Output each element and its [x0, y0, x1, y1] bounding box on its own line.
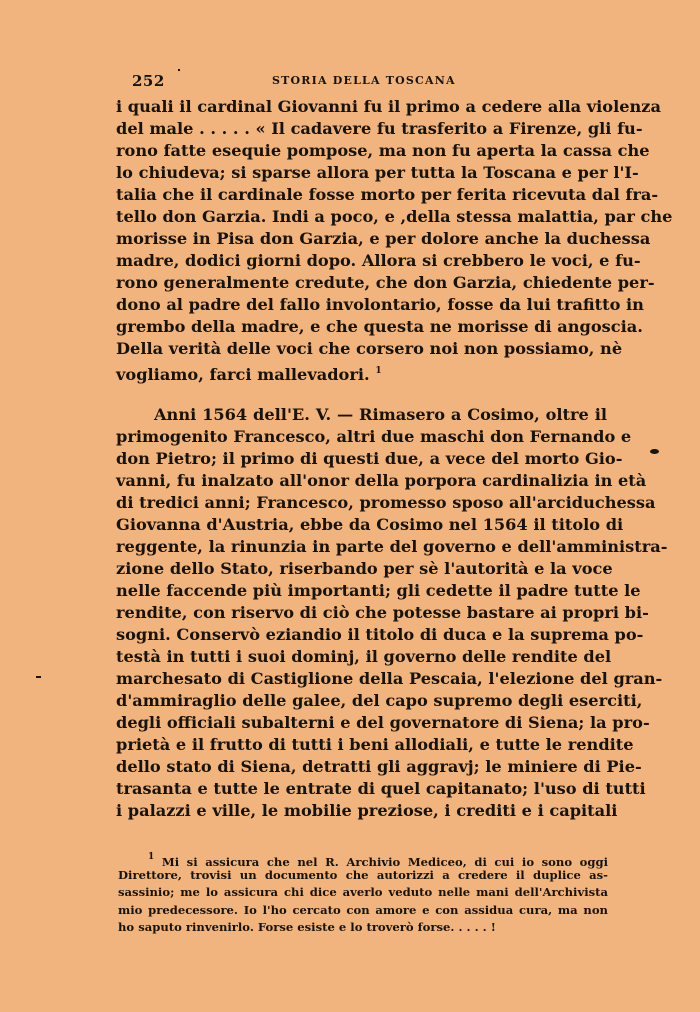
- page-number: 252: [132, 72, 165, 90]
- text-line: talia che il cardinale fosse morto per ferita ricevuta dal fra-: [116, 185, 659, 204]
- footnote-line-content: Mi si assicura che nel R. Archivio Mediceo, di cui io sono oggi: [161, 855, 608, 869]
- footnote-reference: 1: [375, 366, 382, 376]
- text-line-content: vogliamo, farci mallevadori.: [116, 365, 370, 384]
- footnote-line: ho saputo rinvenirlo. Forse esiste e lo troverò forse. . . . . !: [118, 920, 496, 934]
- text-line: Della verità delle voci che corsero noi non possiamo, nè: [116, 339, 623, 358]
- text-line: prietà e il frutto di tutti i beni allodiali, e tutte le rendite: [116, 735, 634, 754]
- text-line: rendite, con riservo di ciò che potesse bastare ai propri bi-: [116, 603, 649, 622]
- footnote-line: Direttore, trovisi un documento che autorizzi a credere il duplice as-: [118, 867, 608, 882]
- text-line: madre, dodici giorni dopo. Allora si crebbero le voci, e fu-: [116, 251, 641, 270]
- ink-blot: [650, 449, 659, 454]
- text-line: Anni 1564 dell'E. V. — Rimasero a Cosimo, oltre il: [154, 405, 607, 424]
- text-line: morisse in Pisa don Garzia, e per dolore anche la duchessa: [116, 229, 651, 248]
- text-line: sogni. Conservò eziandio il titolo di duca e la suprema po-: [116, 625, 644, 644]
- text-line: trasanta e tutte le entrate di quel capitanato; l'uso di tutti: [116, 779, 646, 798]
- text-line: marchesato di Castiglione della Pescaia, l'elezione del gran-: [116, 669, 663, 688]
- text-line: reggente, la rinunzia in parte del governo e dell'amministra-: [116, 537, 668, 556]
- running-title: STORIA DELLA TOSCANA: [272, 74, 456, 87]
- footnote-line: [118, 849, 608, 867]
- text-line: rono fatte esequie pompose, ma non fu aperta la cassa che: [116, 141, 650, 160]
- footnote-line: mio predecessore. Io l'ho cercato con amore e con assidua cura, ma non: [118, 902, 608, 917]
- footnote-marker: 1: [148, 852, 155, 862]
- text-line: d'ammiraglio delle galee, del capo supremo degli eserciti,: [116, 691, 643, 710]
- ink-speck: [178, 69, 180, 71]
- text-line: dono al padre del fallo involontario, fosse da lui trafitto in: [116, 295, 644, 314]
- text-line: zione dello Stato, riserbando per sè l'autorità e la voce: [116, 559, 613, 578]
- text-line: del male . . . . . « Il cadavere fu trasferito a Firenze, gli fu-: [116, 119, 643, 138]
- text-line: nelle faccende più importanti; gli cedette il padre tutte le: [116, 581, 641, 600]
- text-line: di tredici anni; Francesco, promesso sposo all'arciduchessa: [116, 493, 656, 512]
- text-line: dello stato di Siena, detratti gli aggravj; le miniere di Pie-: [116, 757, 642, 776]
- text-line: lo chiudeva; si sparse allora per tutta la Toscana e per l'I-: [116, 163, 639, 182]
- main-text: [116, 96, 673, 822]
- text-line: testà in tutti i suoi dominj, il governo delle rendite del: [116, 647, 612, 666]
- text-line: rono generalmente credute, che don Garzia, chiedente per-: [116, 273, 655, 292]
- text-line: degli officiali subalterni e del governatore di Siena; la pro-: [116, 713, 650, 732]
- text-line: grembo della madre, e che questa ne morisse di angoscia.: [116, 317, 643, 336]
- paragraph-gap: [116, 382, 607, 404]
- text-line: Giovanna d'Austria, ebbe da Cosimo nel 1564 il titolo di: [116, 515, 624, 534]
- text-line: vanni, fu inalzato all'onor della porpora cardinalizia in età: [116, 471, 647, 490]
- text-line: i quali il cardinal Giovanni fu il primo a cedere alla violenza: [116, 97, 661, 116]
- footnotes: [118, 849, 608, 937]
- page-header: [132, 72, 602, 94]
- footnote-line: sassinio; me lo assicura chi dice averlo veduto nelle mani dell'Archivista: [118, 885, 608, 899]
- text-line: i palazzi e ville, le mobilie preziose, i crediti e i capitali: [116, 801, 618, 820]
- text-line: primogenito Francesco, altri due maschi don Fernando e: [116, 427, 632, 446]
- text-line: tello don Garzia. Indi a poco, e ,della stessa malattia, par che: [116, 207, 673, 226]
- text-line: don Pietro; il primo di questi due, a vece del morto Gio-: [116, 449, 623, 468]
- text-line: [116, 360, 607, 382]
- ink-dash: [36, 676, 41, 678]
